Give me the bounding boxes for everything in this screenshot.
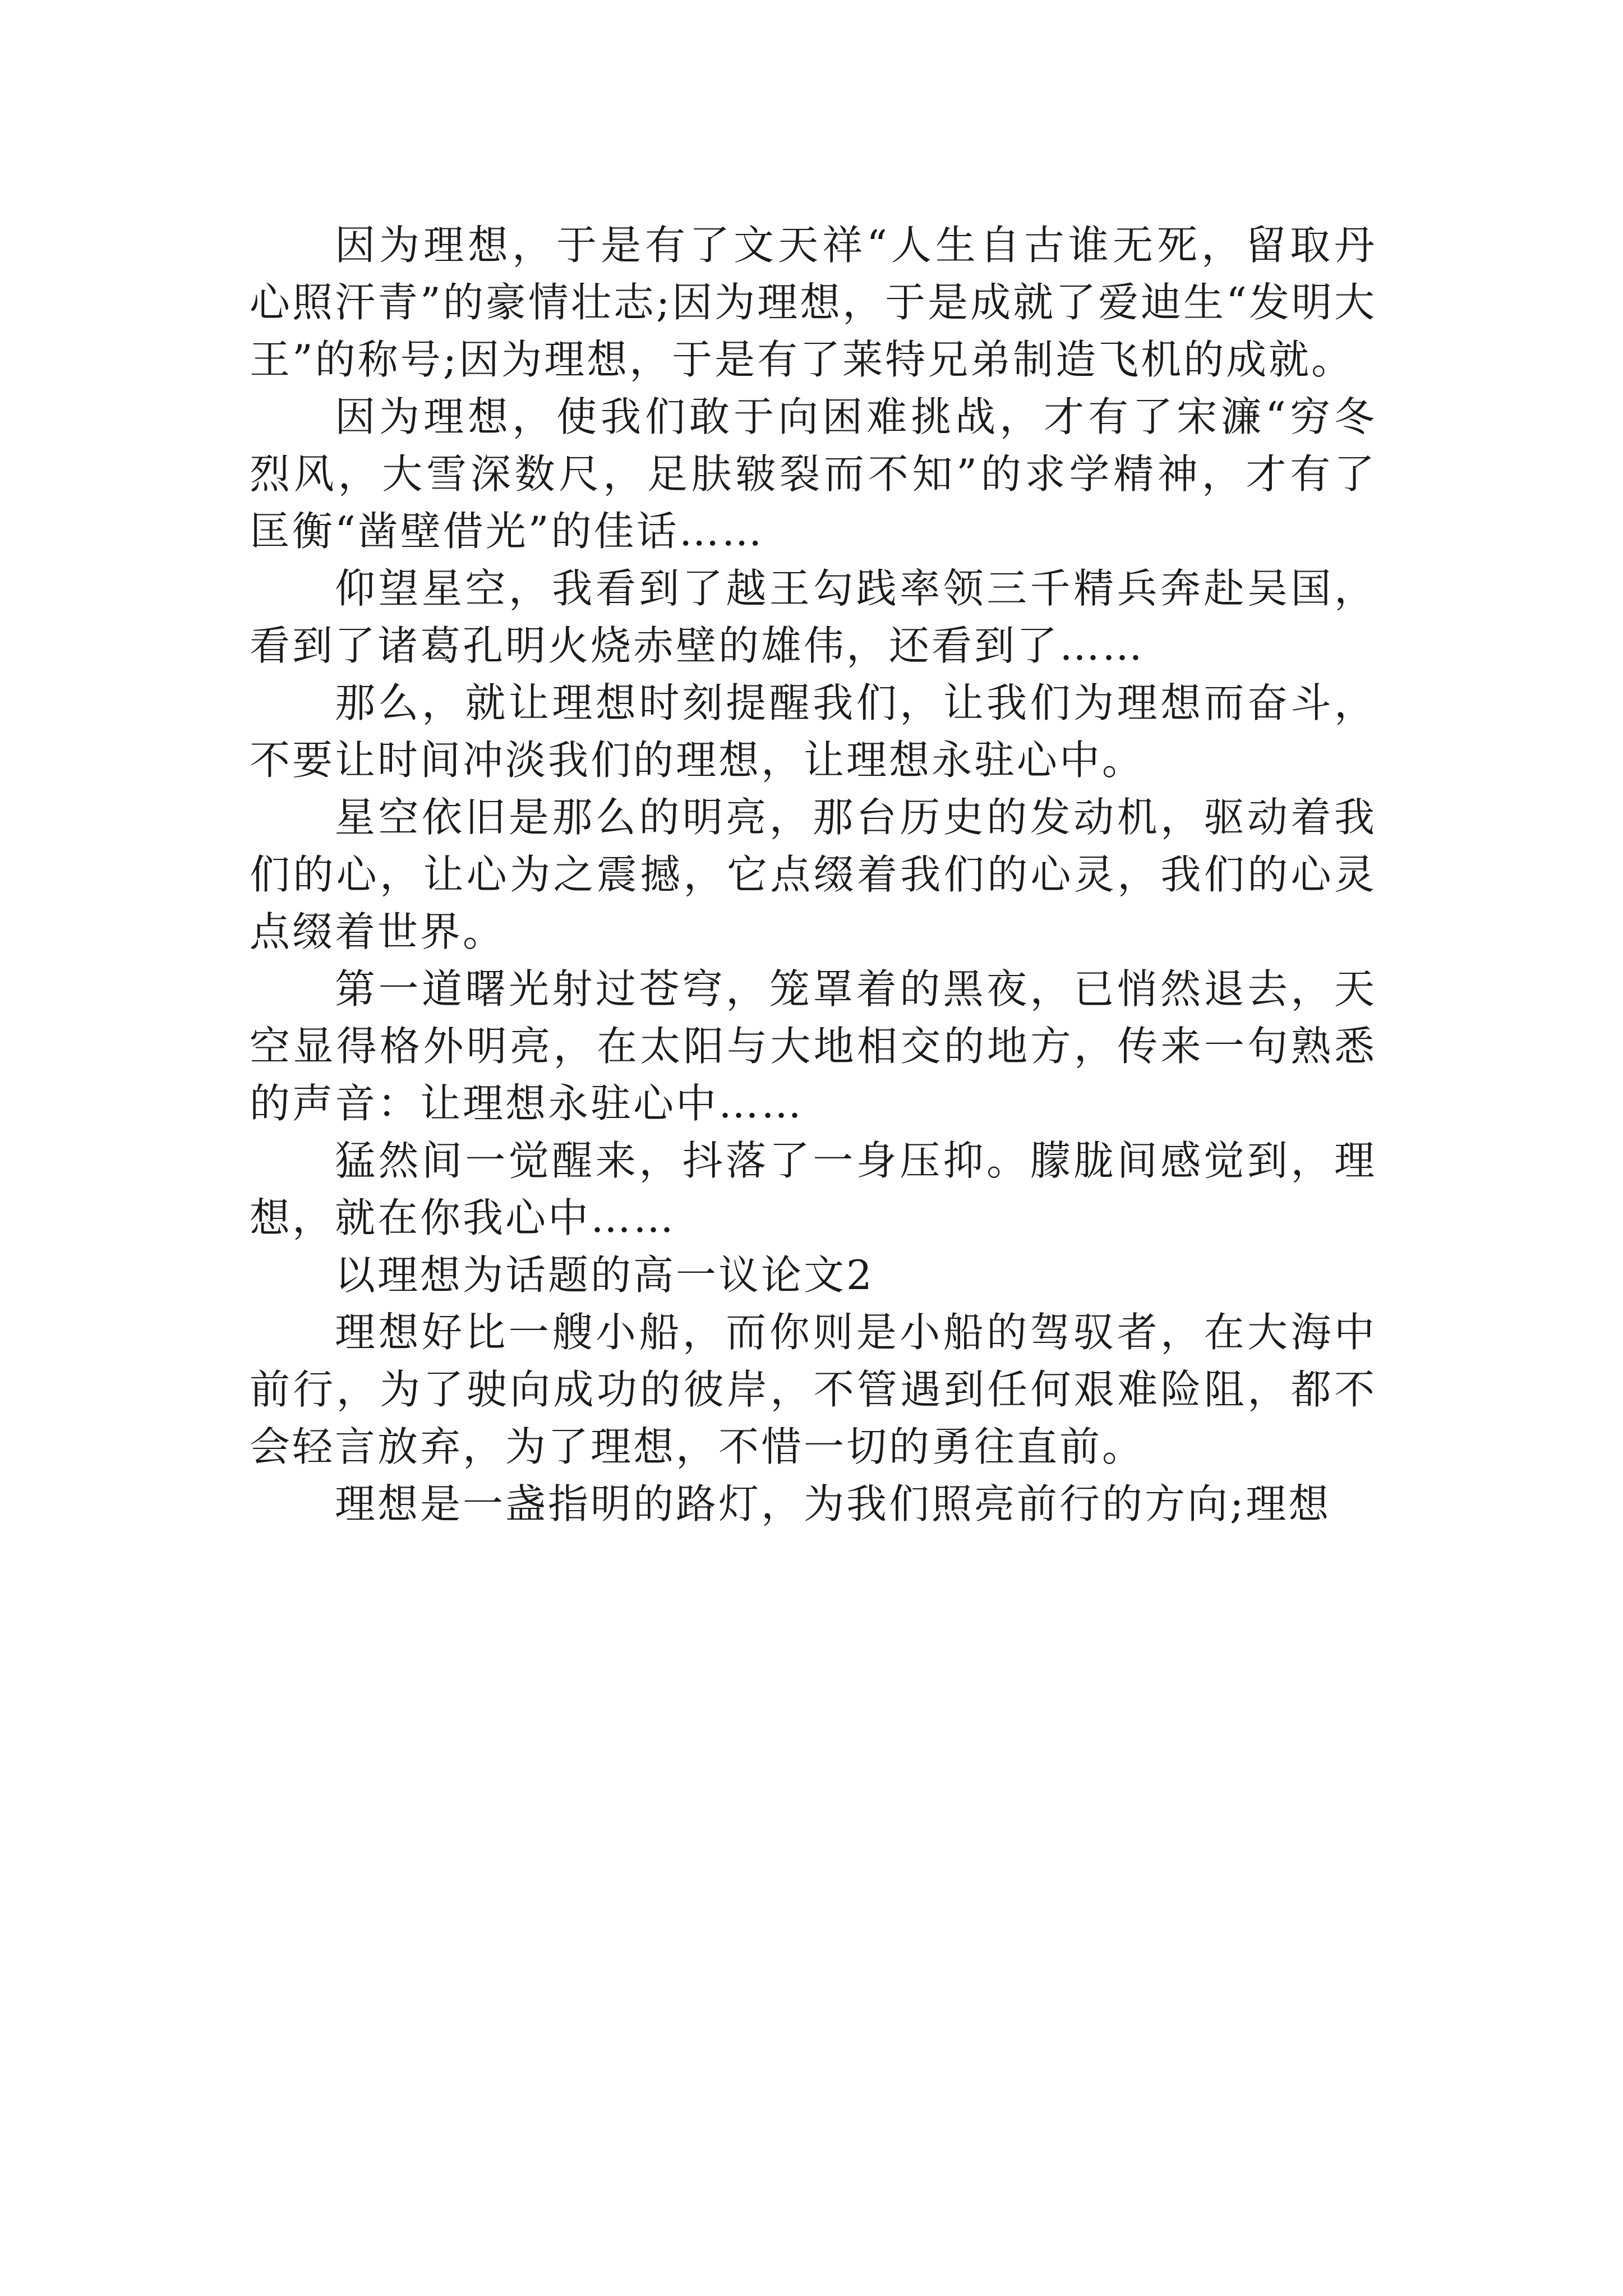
- paragraph-6: 第一道曙光射过苍穹，笼罩着的黑夜，已悄然退去，天空显得格外明亮，在太阳与大地相交的地方，传来一句熟悉的声音：让理想永驻心中……: [250, 965, 1377, 1127]
- section-heading: 以理想为话题的高一议论文2: [335, 1251, 874, 1299]
- paragraph-8: 理想好比一艘小船，而你则是小船的驾驭者，在大海中前行，为了驶向成功的彼岸，不管遇到任何艰难险阻，都不会轻言放弃，为了理想，不惜一切的勇往直前。: [250, 1309, 1377, 1470]
- paragraph-5: 星空依旧是那么的明亮，那台历史的发动机，驱动着我们的心，让心为之震撼，它点缀着我们的心灵，我们的心灵点缀着世界。: [250, 794, 1377, 955]
- paragraph-1: 因为理想，于是有了文天祥“人生自古谁无死，留取丹心照汗青”的豪情壮志;因为理想，于是成就了爱迪生“发明大王”的称号;因为理想，于是有了莱特兄弟制造飞机的成就。: [250, 222, 1377, 383]
- essay-body: [250, 217, 1377, 1533]
- paragraph-3: 仰望星空，我看到了越王勾践率领三千精兵奔赴吴国，看到了诸葛孔明火烧赤壁的雄伟，还看到了……: [250, 565, 1377, 669]
- paragraph-9: 理想是一盏指明的路灯，为我们照亮前行的方向;理想: [335, 1480, 1331, 1527]
- paragraph-2: 因为理想，使我们敢于向困难挑战，才有了宋濂“穷冬烈风，大雪深数尺，足肤皲裂而不知”的求学精神，才有了匡衡“凿壁借光”的佳话……: [250, 393, 1377, 555]
- paragraph-7: 猛然间一觉醒来，抖落了一身压抑。朦胧间感觉到，理想，就在你我心中……: [250, 1137, 1377, 1241]
- paragraph-4: 那么，就让理想时刻提醒我们，让我们为理想而奋斗，不要让时间冲淡我们的理想，让理想永驻心中。: [250, 679, 1377, 784]
